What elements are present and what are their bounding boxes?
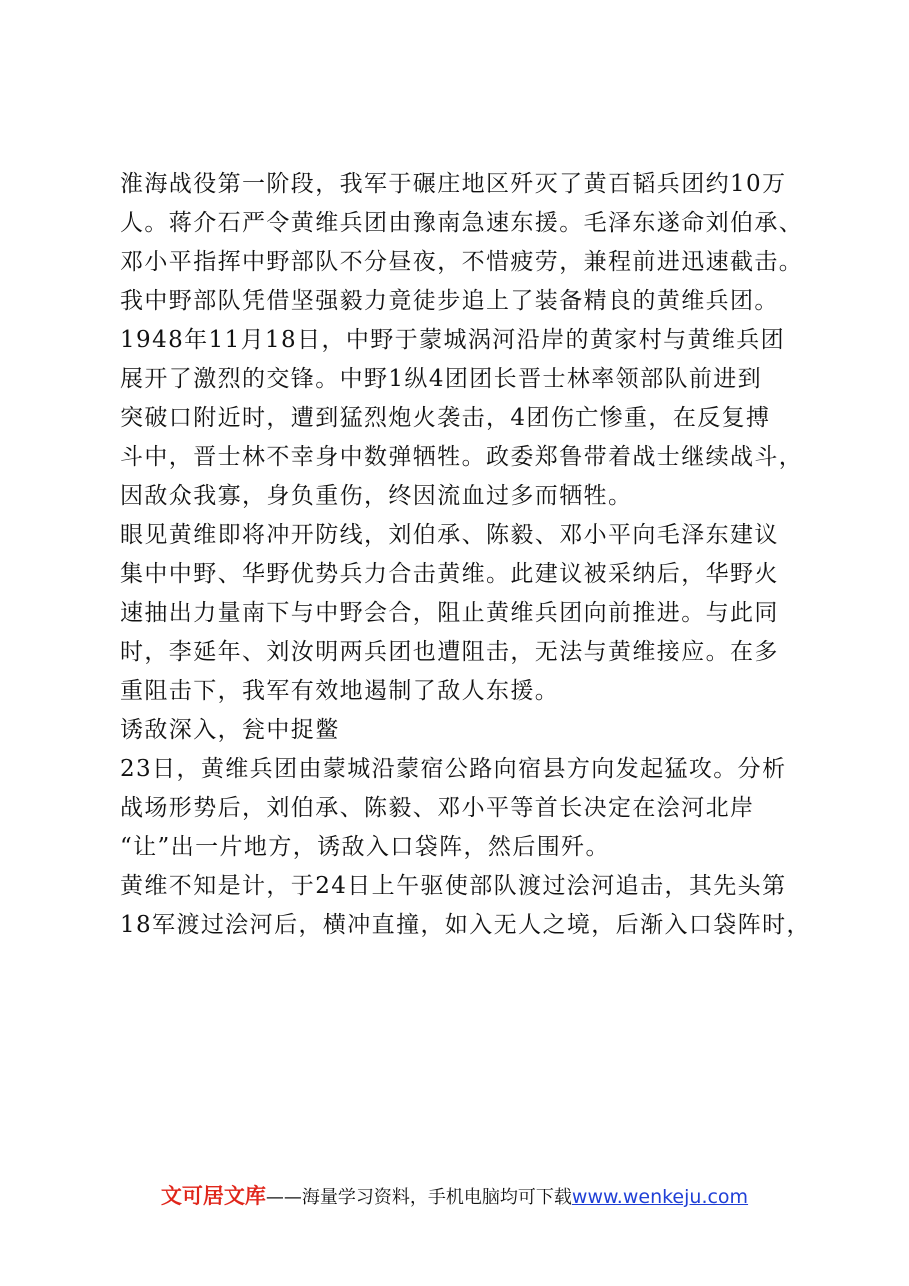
text-line: 18军渡过浍河后，横冲直撞，如入无人之境，后渐入口袋阵时，: [120, 912, 811, 938]
text-line: 1948年11月18日，中野于蒙城涡河沿岸的黄家村与黄维兵团: [120, 327, 786, 353]
text-line: 23日，黄维兵团由蒙城沿蒙宿公路向宿县方向发起猛攻。分析: [120, 756, 787, 782]
text-line: 我中野部队凭借坚强毅力竟徒步追上了装备精良的黄维兵团。: [120, 288, 779, 314]
footer-brand: 文可居文库: [160, 1184, 266, 1208]
text-line: 眼见黄维即将冲开防线，刘伯承、陈毅、邓小平向毛泽东建议: [120, 522, 779, 548]
text-line: 时，李延年、刘汝明两兵团也遭阻击，无法与黄维接应。在多: [120, 639, 779, 665]
text-line: 淮海战役第一阶段，我军于碾庄地区歼灭了黄百韬兵团约10万: [120, 171, 787, 197]
document-body: [120, 165, 811, 945]
text-line: 邓小平指挥中野部队不分昼夜，不惜疲劳，兼程前进迅速截击。: [120, 249, 804, 275]
text-line: 展开了激烈的交锋。中野1纵4团团长晋士林率领部队前进到: [120, 366, 763, 392]
text-line: 黄维不知是计，于24日上午驱使部队渡过浍河追击，其先头第: [120, 873, 787, 899]
text-line: 集中中野、华野优势兵力合击黄维。此建议被采纳后，华野火: [120, 561, 779, 587]
text-line: 战场形势后，刘伯承、陈毅、邓小平等首长决定在浍河北岸: [120, 795, 755, 821]
text-line: “让”出一片地方，诱敌入口袋阵，然后围歼。: [120, 834, 610, 860]
text-line: 人。蒋介石严令黄维兵团由豫南急速东援。毛泽东遂命刘伯承、: [120, 210, 804, 236]
text-line: 突破口附近时，遭到猛烈炮火袭击，4团伤亡惨重，在反复搏: [120, 405, 771, 431]
text-line: 重阻击下，我军有效地遏制了敌人东援。: [120, 678, 560, 704]
footer-banner: [0, 1180, 909, 1210]
footer-site-link[interactable]: www.wenkeju.com: [571, 1186, 749, 1208]
section-heading: 诱敌深入，瓮中捉鳖: [120, 717, 340, 743]
text-line: 因敌众我寡，身负重伤，终因流血过多而牺牲。: [120, 483, 633, 509]
text-line: 斗中，晋士林不幸身中数弹牺牲。政委郑鲁带着战士继续战斗，: [120, 444, 804, 470]
footer-tagline: ——海量学习资料，手机电脑均可下载: [265, 1187, 572, 1208]
text-line: 速抽出力量南下与中野会合，阻止黄维兵团向前推进。与此同: [120, 600, 779, 626]
